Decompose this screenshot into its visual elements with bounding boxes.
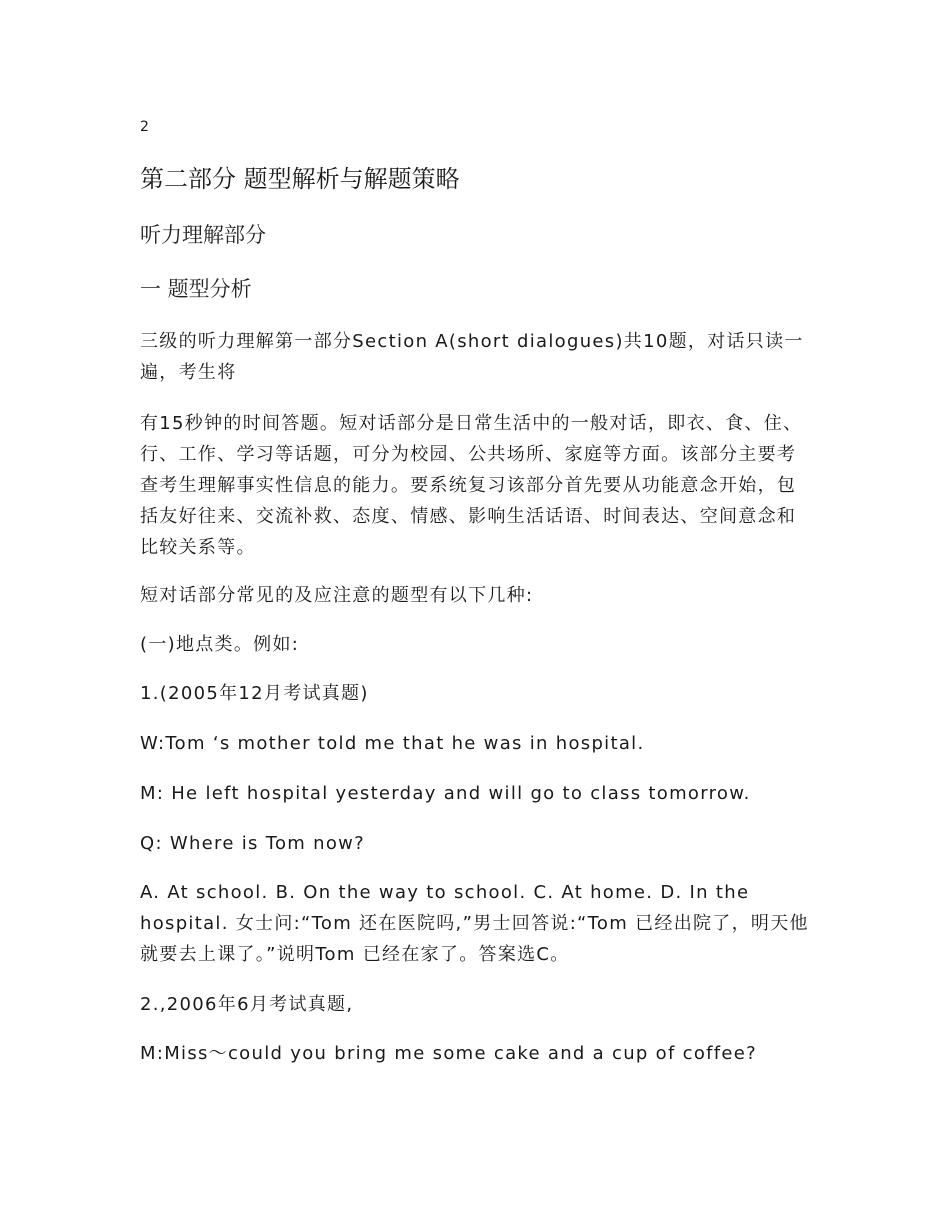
category-location: (一)地点类。例如: [140,634,300,655]
question-types-intro: 短对话部分常见的及应注意的题型有以下几种: [140,585,534,606]
example-1-question: Q: Where is Tom now? [140,833,366,854]
example-2-man-line: M:Miss～could you bring me some cake and a cup of coffee? [140,1043,758,1064]
example-1-man-line: M: He left hospital yesterday and will go to class tomorrow. [140,783,751,804]
page-number: 2 [140,119,149,135]
section-title: 听力理解部分 [140,223,266,247]
example-1-answer: A. At school. B. On the way to school. C. At home. D. In the hospital. 女士问:“Tom 还在医院吗,”男士回答说:“Tom 已经出院了，明天他就要去上课了。”说明Tom 已经在家了。答案选C。 [140,882,809,965]
example-2-source: 2.,2006年6月考试真题, [140,994,354,1015]
description-paragraph: 有15秒钟的时间答题。短对话部分是日常生活中的一般对话，即衣、食、住、行、工作、学习等话题，可分为校园、公共场所、家庭等方面。该部分主要考查考生理解事实性信息的能力。要系统复习该部分首先要从功能意念开始，包括友好往来、交流补救、态度、情感、影响生活话语、时间表达、空间意念和比较关系等。 [140,413,803,558]
part-heading: 第二部分 题型解析与解题策略 [140,165,460,193]
example-1-source: 1.(2005年12月考试真题) [140,683,369,704]
intro-paragraph: 三级的听力理解第一部分Section A(short dialogues)共10题，对话只读一遍，考生将 [140,331,804,383]
example-1-woman-line: W:Tom ‘s mother told me that he was in hospital. [140,733,645,754]
subsection-title: 一 题型分析 [140,277,252,301]
